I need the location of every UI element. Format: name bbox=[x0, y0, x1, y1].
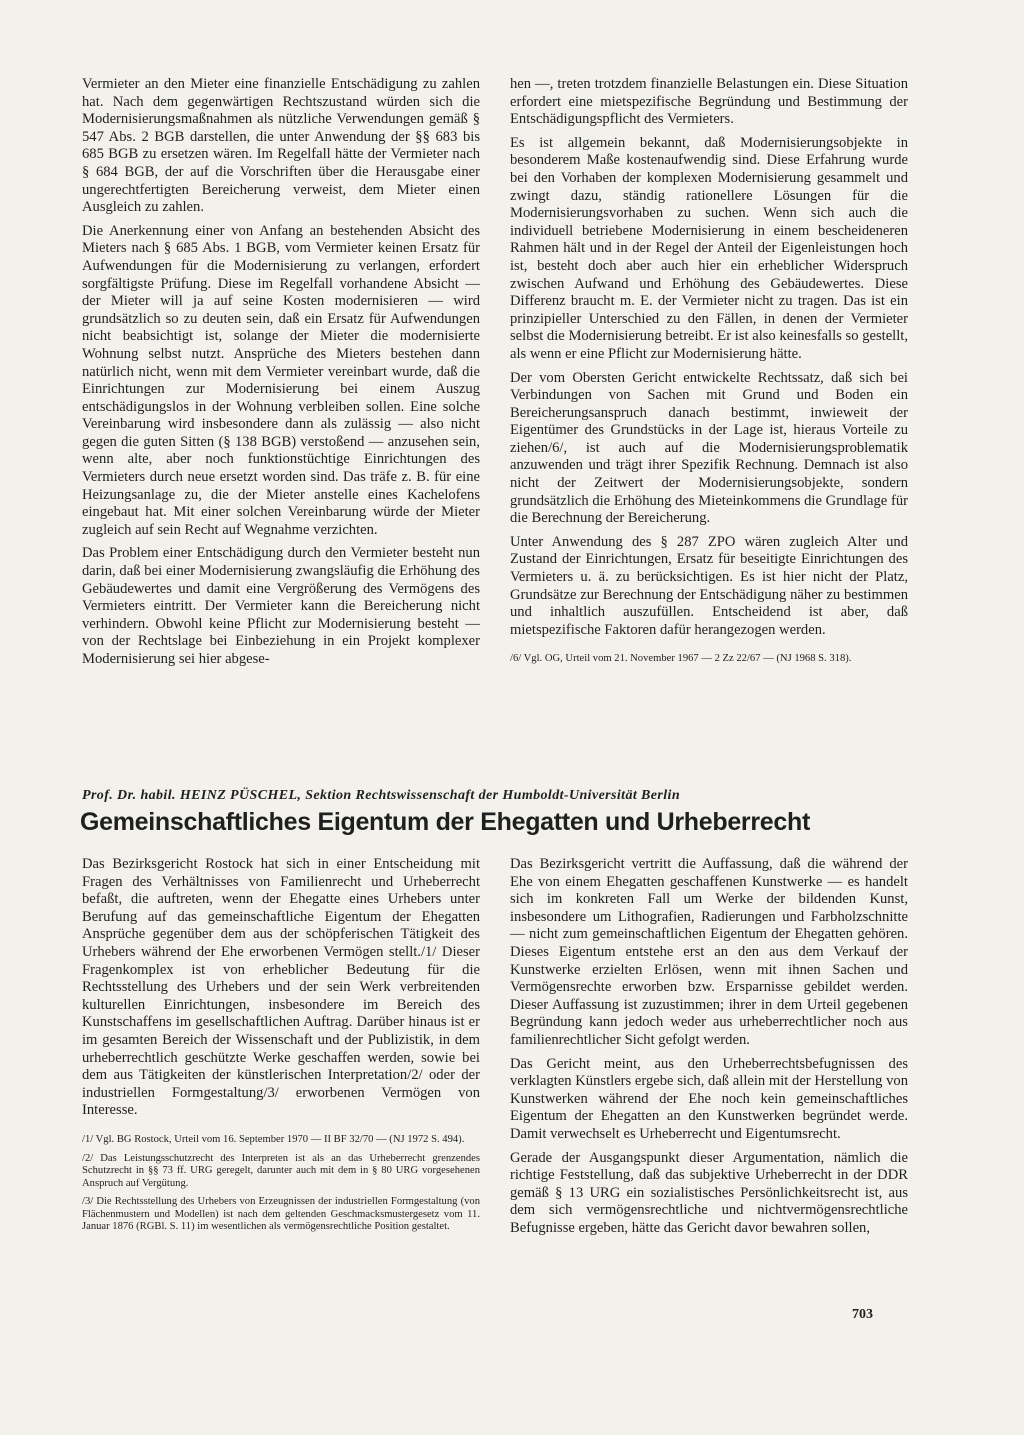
paragraph: Das Bezirksgericht Rostock hat sich in einer Entscheidung mit Fragen des Verhältnisses von Familienrecht und Urheberrecht befaßt, die auftreten, wenn der Ehegatte eines Urhebers unter Berufung auf das gemeinschaftliche Eigentum der Ehegatten Ansprüche gegenüber dem aus der schöpferischen Tätigkeit des Urhebers während der Ehe erworbenen Vermögen stellt./1/ Dieser Fragenkomplex ist von erheblicher Bedeutung für die Rechtsstellung des Urhebers und der sein Werk verbreitenden kulturellen Einrichtungen, insbesondere im Bereich des Kunstschaffens im gesellschaftlichen Auftrag. Darüber hinaus ist er im gesamten Bereich der Wissenschaft und der Publizistik, in dem urheberrechtlich geschützte Werke geschaffen werden, sowie bei dem aus Tätigkeiten der künstlerischen Interpretation/2/ oder der industriellen Formgestaltung/3/ erworbenen Vermögen von Interesse. bbox=[82, 856, 480, 1119]
paragraph: Unter Anwendung des § 287 ZPO wären zugleich Alter und Zustand der Einrichtungen, Ersatz für beseitigte Einrichtungen des Vermieters u. ä. zu berücksichtigen. Es ist hier nicht der Platz, Grundsätze zur Berechnung der Entschädigung näher zu bestimmen und inhaltlich auszufüllen. Entscheidend ist aber, daß mietspezifische Faktoren dafür herangezogen werden. bbox=[510, 533, 908, 638]
page-number: 703 bbox=[852, 1307, 873, 1322]
article-title: Gemeinschaftliches Eigentum der Ehegatten und Urheberrecht bbox=[80, 808, 810, 836]
column-top-left bbox=[82, 76, 480, 675]
paragraph: Die Anerkennung einer von Anfang an bestehenden Absicht des Mieters nach § 685 Abs. 1 BGB, vom Vermieter keinen Ersatz für Aufwendungen für die Modernisierung zu verlangen, erfordert sorgfältigste Prüfung. Diese im Regelfall vorhandene Absicht — der Mieter will ja auf seine Kosten modernisieren — wird grundsätzlich so zu deuten sein, daß ein Ersatz für Aufwendungen nicht beabsichtigt ist, solange der Mieter die modernisierte Wohnung selbst nutzt. Ansprüche des Mieters bestehen dann natürlich nicht, wenn mit dem Vermieter vereinbart wurde, daß die Einrichtungen zur Modernisierung bei einem Auszug entschädigungslos in der Wohnung verbleiben sollen. Eine solche Vereinbarung wird insbesondere dann als zulässig — also nicht gegen die guten Sitten (§ 138 BGB) verstoßend — anzusehen sein, wenn alte, aber noch funktionstüchtige Einrichtungen des Vermieters durch neue ersetzt worden sind. Das träfe z. B. für eine Heizungsanlage zu, die der Mieter anstelle eines Kachelofens eingebaut hat. Mit einer solchen Vereinbarung würde der Mieter zugleich auf sein Recht auf Wegnahme verzichten. bbox=[82, 222, 480, 538]
paragraph: Das Problem einer Entschädigung durch den Vermieter besteht nun darin, daß bei einer Modernisierung zwangsläufig die Erhöhung des Gebäudewertes und damit eine Vergrößerung des Vermögens des Vermieters eintritt. Der Vermieter kann die Bereicherung nicht verhindern. Obwohl keine Pflicht zur Modernisierung besteht — von der Rechtslage bei Einbeziehung in ein Projekt komplexer Modernisierung sei hier abgese- bbox=[82, 545, 480, 667]
column-bottom-left bbox=[82, 856, 480, 1240]
article-author: Prof. Dr. habil. HEINZ PÜSCHEL, Sektion Rechtswissenschaft der Humboldt-Universität Berlin bbox=[82, 788, 681, 803]
paragraph: Der vom Obersten Gericht entwickelte Rechtssatz, daß sich bei Verbindungen von Sachen mit Grund und Boden ein Bereicherungsanspruch danach bestimmt, inwieweit der Eigentümer des Grundstücks in der Lage ist, hieraus Vorteile zu ziehen/6/, ist auch auf die Modernisierungsproblematik anzuwenden und trägt ihrer Spezifik Rechnung. Demnach ist also nicht der Zeitwert der Modernisierungsobjekte, sondern grundsätzlich die Erhöhung des Mieteinkommens die Grundlage für die Berechnung der Bereicherung. bbox=[510, 369, 908, 527]
footnotes-top bbox=[510, 653, 908, 666]
footnote: /2/ Das Leistungsschutzrecht des Interpreten ist als an das Urheberrecht grenzendes Schutzrecht in §§ 73 ff. URG geregelt, darunter auch mit dem in § 80 URG vorgesehenen Anspruch auf Vergütung. bbox=[82, 1152, 480, 1189]
footnote: /1/ Vgl. BG Rostock, Urteil vom 16. September 1970 — II BF 32/70 — (NJ 1972 S. 494). bbox=[82, 1133, 465, 1145]
paragraph: Das Bezirksgericht vertritt die Auffassung, daß die während der Ehe von einem Ehegatten geschaffenen Kunstwerke — es handelt sich im konkreten Fall um Werke der bildenden Kunst, insbesondere um Lithografien, Radierungen und Farbholzschnitte — nicht zum gemeinschaftlichen Eigentum der Ehegatten gehören. Dieses Eigentum entstehe erst an den aus dem Verkauf der Kunstwerke erzielten Erlösen, wenn mit ihnen Sachen und Vermögensrechte erworben bzw. Ersparnisse gebildet werden. Dieser Auffassung ist zuzustimmen; ihrer in dem Urteil gegebenen Begründung kann jedoch weder aus urheberrechtlicher noch aus familienrechtlicher Sicht gefolgt werden. bbox=[510, 856, 908, 1048]
paragraph: hen —, treten trotzdem finanzielle Belastungen ein. Diese Situation erfordert eine mietspezifische Begründung und Bestimmung der Entschädigungspflicht des Vermieters. bbox=[510, 76, 908, 128]
footnote: /3/ Die Rechtsstellung des Urhebers von Erzeugnissen der industriellen Formgestaltung (von Flächenmustern und Modellen) ist nach dem geltenden Geschmacksmustergesetz vom 11. Januar 1876 (RGBl. S. 11) im wesentlichen als vermögensrechtliche Position gestaltet. bbox=[82, 1196, 480, 1233]
footnotes-bottom bbox=[82, 1134, 480, 1234]
paragraph: Vermieter an den Mieter eine finanzielle Entschädigung zu zahlen hat. Nach dem gegenwärtigen Rechtszustand würden sich die Modernisierungsmaßnahmen als nützliche Verwendungen gemäß § 547 Abs. 2 BGB darstellen, die unter Anwendung der §§ 683 bis 685 BGB zu ersetzen wären. Im Regelfall hätte der Vermieter nach § 684 BGB, der auf die Vorschriften über die Herausgabe einer ungerechtfertigten Bereicherung verweist, dem Mieter einen Ausgleich zu zahlen. bbox=[82, 76, 480, 216]
column-top-right bbox=[510, 76, 908, 672]
paragraph: Es ist allgemein bekannt, daß Modernisierungsobjekte in besonderem Maße kostenaufwendig sind. Diese Erfahrung wurde bei den Vorhaben der komplexen Modernisierung gesammelt und zwingt dazu, ständig rationellere Lösungen für die Modernisierungsvorhaben zu suchen. Wenn sich auch die individuell betriebene Modernisierung in einem bescheideneren Rahmen hält und in der Regel der Anteil der Eigenleistungen hoch ist, besteht doch aber auch hier ein erheblicher Widerspruch zwischen Aufwand und Erhöhung des Gebäudewertes. Diese Differenz braucht m. E. der Vermieter nicht zu tragen. Das ist ein prinzipieller Unterschied zu den Fällen, in denen der Vermieter selbst die Modernisierung betreibt. Er ist also keinesfalls so gestellt, als wenn er eine Pflicht zur Modernisierung hätte. bbox=[510, 134, 908, 362]
footnote: /6/ Vgl. OG, Urteil vom 21. November 1967 — 2 Zz 22/67 — (NJ 1968 S. 318). bbox=[510, 653, 852, 665]
paragraph: Das Gericht meint, aus den Urheberrechtsbefugnissen des verklagten Künstlers ergebe sich, daß allein mit der Herstellung von Kunstwerken während der Ehe noch kein gemeinschaftliches Eigentum der Ehegatten an den Kunstwerken begründet werde. Damit verwechselt es Urheberrecht und Eigentumsrecht. bbox=[510, 1055, 908, 1142]
paragraph: Gerade der Ausgangspunkt dieser Argumentation, nämlich die richtige Feststellung, daß das subjektive Urheberrecht in der DDR gemäß § 13 URG ein sozialistisches Persönlichkeitsrecht ist, aus dem sich vermögensrechtliche und nichtvermögensrechtliche Befugnisse ergeben, hätte das Gericht davor bewahren sollen, bbox=[510, 1149, 908, 1236]
column-bottom-right bbox=[510, 856, 908, 1243]
